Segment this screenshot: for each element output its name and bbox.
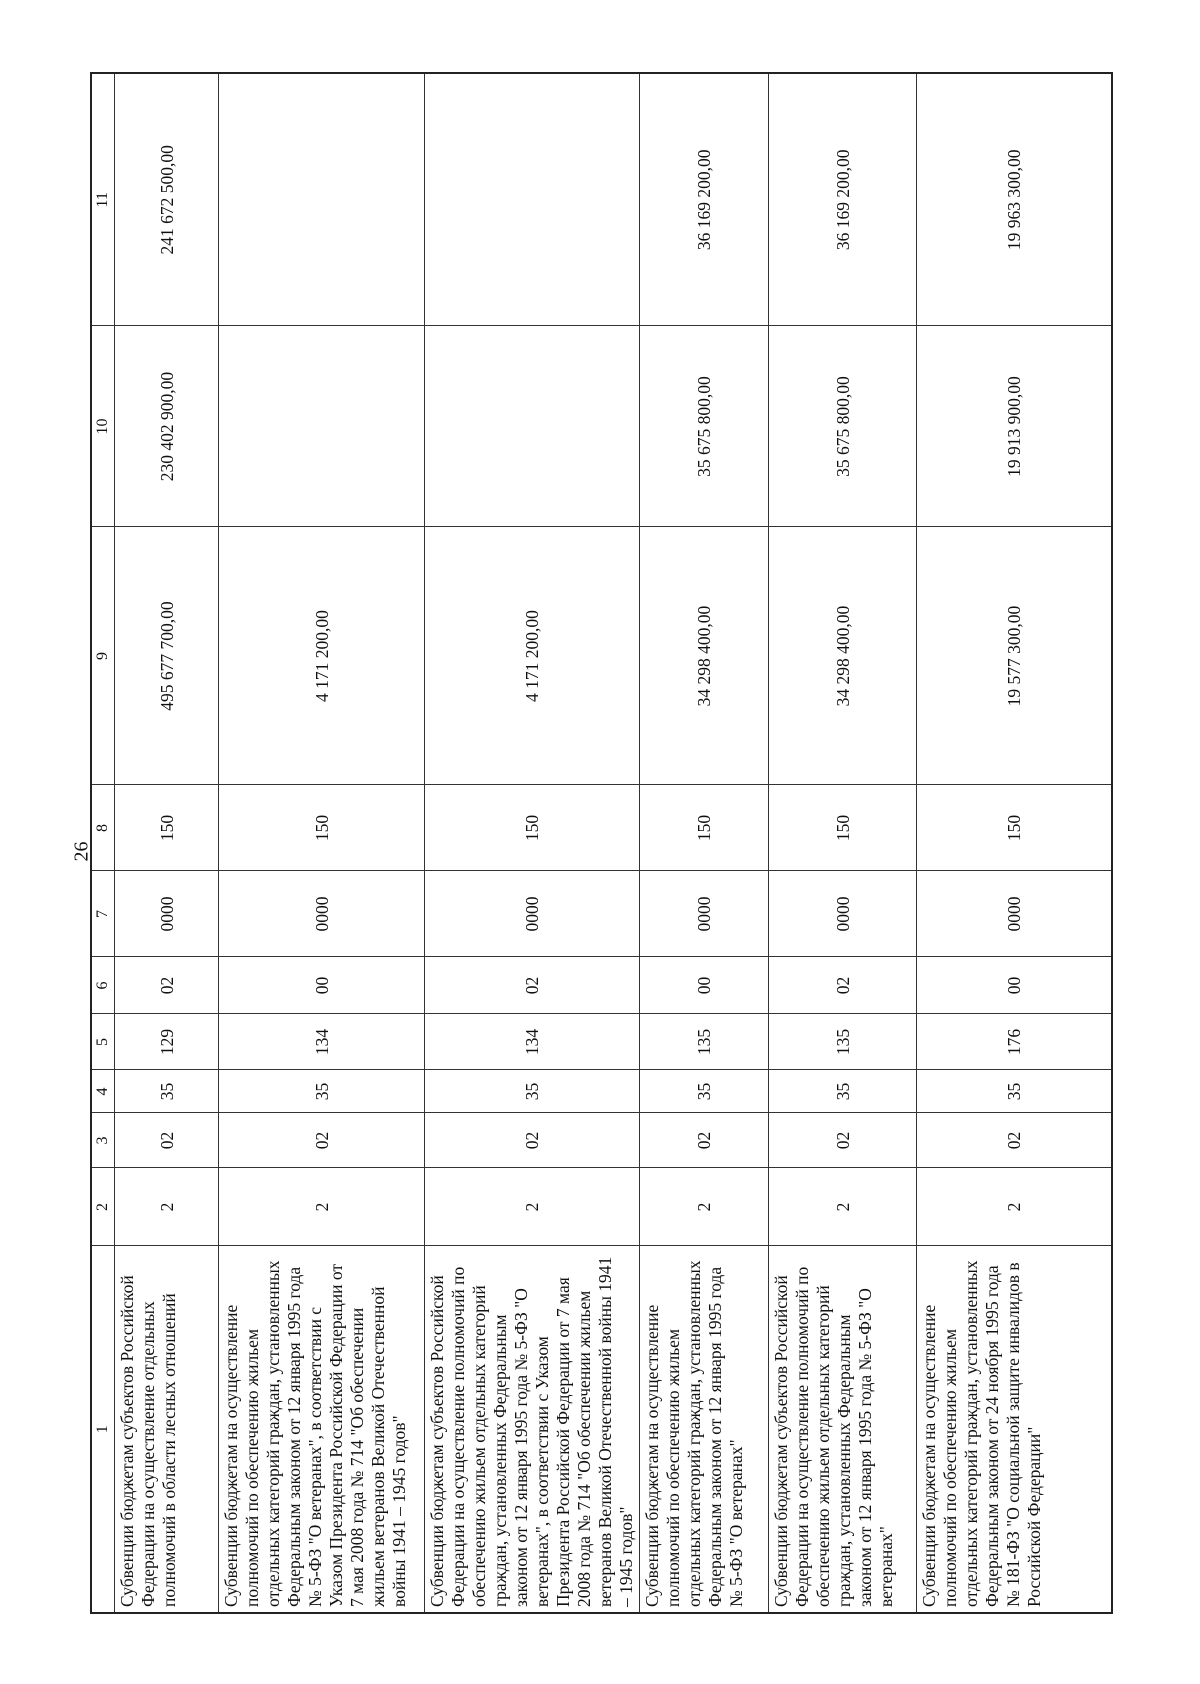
cell-col-11 bbox=[425, 73, 640, 326]
cell-col-8: 150 bbox=[640, 785, 769, 871]
cell-col-3: 02 bbox=[219, 1113, 425, 1168]
header-cell: 1 bbox=[91, 1246, 115, 1613]
header-cell: 6 bbox=[91, 957, 115, 1014]
cell-col-8: 150 bbox=[115, 785, 219, 871]
cell-col-2: 2 bbox=[640, 1168, 769, 1246]
cell-col-6: 02 bbox=[115, 957, 219, 1014]
row-description: Субвенции бюджетам субъектов Российской Федерации на осуществление отдельных полномочий в области лесных отношений bbox=[115, 1246, 219, 1613]
cell-col-2: 2 bbox=[769, 1168, 917, 1246]
cell-col-5: 129 bbox=[115, 1014, 219, 1070]
cell-col-10 bbox=[425, 326, 640, 527]
cell-col-3: 02 bbox=[425, 1113, 640, 1168]
cell-col-2: 2 bbox=[917, 1168, 1112, 1246]
header-cell: 5 bbox=[91, 1014, 115, 1070]
row-description: Субвенции бюджетам на осуществление полномочий по обеспечению жильем отдельных категорий граждан, установленных Федеральным законом от 24 ноября 1995 года № 181-ФЗ "О социальной защите инвалидов в Российской Федерации" bbox=[917, 1246, 1112, 1613]
row-description: Субвенции бюджетам на осуществление полномочий по обеспечению жильем отдельных категорий граждан, установленных Федеральным законом от 12 января 1995 года № 5-ФЗ "О ветеранах", в соответствии с Указом Президента Российской Федерации от 7 мая 2008 года № 714 "Об обеспечении жильем ветеранов Великой Отечественной войны 1941 – 1945 годов" bbox=[219, 1246, 425, 1613]
cell-col-7: 0000 bbox=[917, 871, 1112, 957]
table-row bbox=[769, 73, 917, 1613]
cell-col-11: 19 963 300,00 bbox=[917, 73, 1112, 326]
cell-col-6: 02 bbox=[425, 957, 640, 1014]
cell-col-5: 135 bbox=[640, 1014, 769, 1070]
cell-col-6: 00 bbox=[640, 957, 769, 1014]
cell-col-10: 35 675 800,00 bbox=[769, 326, 917, 527]
cell-col-9: 34 298 400,00 bbox=[640, 527, 769, 785]
cell-col-10 bbox=[219, 326, 425, 527]
cell-col-2: 2 bbox=[425, 1168, 640, 1246]
cell-col-3: 02 bbox=[917, 1113, 1112, 1168]
cell-col-3: 02 bbox=[115, 1113, 219, 1168]
header-cell: 11 bbox=[91, 73, 115, 326]
cell-col-4: 35 bbox=[115, 1070, 219, 1113]
table-row bbox=[425, 73, 640, 1613]
cell-col-2: 2 bbox=[115, 1168, 219, 1246]
cell-col-7: 0000 bbox=[115, 871, 219, 957]
cell-col-4: 35 bbox=[769, 1070, 917, 1113]
cell-col-10: 35 675 800,00 bbox=[640, 326, 769, 527]
table-row bbox=[917, 73, 1112, 1613]
header-cell: 8 bbox=[91, 785, 115, 871]
cell-col-11: 241 672 500,00 bbox=[115, 73, 219, 326]
row-description: Субвенции бюджетам субъектов Российской Федерации на осуществление полномочий по обеспечению жильем отдельных категорий граждан, установленных Федеральным законом от 12 января 1995 года № 5-ФЗ "О ветеранах", в соответствии с Указом Президента Российской Федерации от 7 мая 2008 года № 714 "Об обеспечении жильем ветеранов Великой Отечественной войны 1941 – 1945 годов" bbox=[425, 1246, 640, 1613]
cell-col-11: 36 169 200,00 bbox=[640, 73, 769, 326]
cell-col-7: 0000 bbox=[769, 871, 917, 957]
cell-col-3: 02 bbox=[640, 1113, 769, 1168]
budget-table bbox=[90, 72, 1113, 1614]
cell-col-7: 0000 bbox=[425, 871, 640, 957]
header-cell: 3 bbox=[91, 1113, 115, 1168]
table-row bbox=[115, 73, 219, 1613]
row-description: Субвенции бюджетам субъектов Российской Федерации на осуществление полномочий по обеспечению жильем отдельных категорий граждан, установленных Федеральным законом от 12 января 1995 года № 5-ФЗ "О ветеранах" bbox=[769, 1246, 917, 1613]
cell-col-6: 00 bbox=[917, 957, 1112, 1014]
cell-col-4: 35 bbox=[640, 1070, 769, 1113]
cell-col-8: 150 bbox=[917, 785, 1112, 871]
cell-col-8: 150 bbox=[219, 785, 425, 871]
cell-col-2: 2 bbox=[219, 1168, 425, 1246]
cell-col-6: 02 bbox=[769, 957, 917, 1014]
cell-col-11 bbox=[219, 73, 425, 326]
header-cell: 4 bbox=[91, 1070, 115, 1113]
cell-col-4: 35 bbox=[425, 1070, 640, 1113]
table-row bbox=[640, 73, 769, 1613]
header-cell: 2 bbox=[91, 1168, 115, 1246]
cell-col-9: 495 677 700,00 bbox=[115, 527, 219, 785]
table-row bbox=[219, 73, 425, 1613]
header-cell: 10 bbox=[91, 326, 115, 527]
cell-col-9: 19 577 300,00 bbox=[917, 527, 1112, 785]
cell-col-5: 134 bbox=[425, 1014, 640, 1070]
cell-col-4: 35 bbox=[917, 1070, 1112, 1113]
cell-col-9: 4 171 200,00 bbox=[425, 527, 640, 785]
rotated-page bbox=[90, 74, 1100, 1614]
cell-col-8: 150 bbox=[425, 785, 640, 871]
cell-col-6: 00 bbox=[219, 957, 425, 1014]
header-cell: 9 bbox=[91, 527, 115, 785]
cell-col-7: 0000 bbox=[219, 871, 425, 957]
cell-col-10: 230 402 900,00 bbox=[115, 326, 219, 527]
row-description: Субвенции бюджетам на осуществление полномочий по обеспечению жильем отдельных категорий граждан, установленных Федеральным законом от 12 января 1995 года № 5-ФЗ "О ветеранах" bbox=[640, 1246, 769, 1613]
cell-col-9: 4 171 200,00 bbox=[219, 527, 425, 785]
cell-col-5: 134 bbox=[219, 1014, 425, 1070]
cell-col-10: 19 913 900,00 bbox=[917, 326, 1112, 527]
cell-col-3: 02 bbox=[769, 1113, 917, 1168]
cell-col-8: 150 bbox=[769, 785, 917, 871]
cell-col-11: 36 169 200,00 bbox=[769, 73, 917, 326]
page-number: 26 bbox=[70, 841, 93, 862]
cell-col-5: 135 bbox=[769, 1014, 917, 1070]
header-cell: 7 bbox=[91, 871, 115, 957]
cell-col-4: 35 bbox=[219, 1070, 425, 1113]
cell-col-9: 34 298 400,00 bbox=[769, 527, 917, 785]
table-header-row bbox=[91, 73, 115, 1613]
cell-col-5: 176 bbox=[917, 1014, 1112, 1070]
cell-col-7: 0000 bbox=[640, 871, 769, 957]
